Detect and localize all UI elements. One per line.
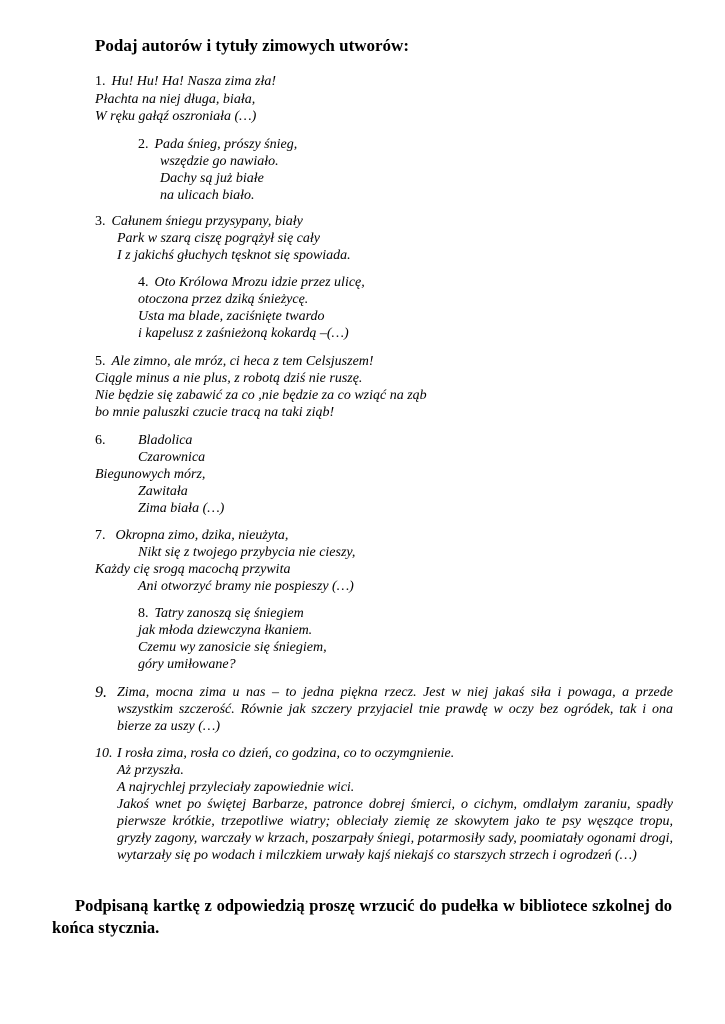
poem-line: Dachy są już białe [160,171,264,186]
poem-line: I z jakichś głuchych tęsknot się spowiada. [117,248,351,263]
poem-line: Nie będzie się zabawić za co ,nie będzie za co wziąć na ząb [95,388,427,403]
poem-number: 10. [95,746,113,761]
poem-line: Park w szarą ciszę pogrążył się cały [117,231,320,246]
poem-line: Aż przyszła. [117,763,184,778]
poem-number: 4. [138,275,149,290]
poem-line: 8. Tatry zanoszą się śniegiem [138,606,304,621]
poem-text: Jakoś wnet po świętej Barbarze, patronce dobrej śmierci, o cichym, omdlałym zaraniu, spadły pierwsze krótkie, trzepotliwe wiatry; obleciały ziemię ze skowytem jako te psy węszące tropu, gryzły zagony, warczały w krzach, poszarpały śniegi, potarmosiły sady, poomiatały ogonami drogi, wytarzały się po wodach i milczkiem urwały kajś niekajś co starszych strzech i ogrodzeń (…) [117,797,673,863]
poem-line: Nikt się z twojego przybycia nie cieszy, [138,545,356,560]
poem-line: bo mnie paluszki czucie tracą na taki ziąb! [95,405,335,420]
poem-line: 2. Pada śnieg, prószy śnieg, [138,137,298,152]
poem-line: Każdy cię srogą macochą przywita [95,562,291,577]
poem-line: 1. Hu! Hu! Ha! Nasza zima zła! [95,74,276,89]
poem-line: na ulicach biało. [160,188,255,203]
poem-number: 1. [95,74,106,89]
poem-line: A najrychlej przyleciały zapowiednie wici. [117,780,355,795]
poem-line: Biegunowych mórz, [95,467,206,482]
poem-line: jak młoda dziewczyna łkaniem. [138,623,313,638]
poem-line: 5. Ale zimno, ale mróz, ci heca z tem Celsjuszem! [95,354,374,369]
poem-line: Płachta na niej długa, biała, [95,92,256,107]
poem-line: Zawitała [138,484,188,499]
poem-line: I rosła zima, rosła co dzień, co godzina, co to oczymgnienie. [117,746,455,761]
poem-line: Czarownica [138,450,206,465]
poem-line: wszędzie go nawiało. [160,154,279,169]
poem-number: 5. [95,354,106,369]
poem-number: 9. [95,684,107,701]
poem-line: Zima biała (…) [138,501,225,516]
poem-line: W ręku gałąź oszroniała (…) [95,109,257,124]
page-title: Podaj autorów i tytuły zimowych utworów: [95,36,409,55]
poem-line: Usta ma blade, zaciśnięte twardo [138,309,325,324]
poem-line: otoczona przez dziką śnieżycę. [138,292,309,307]
poem-line: Czemu wy zanosicie się śniegiem, [138,640,327,655]
poem-line: Ani otworzyć bramy nie pospieszy (…) [138,579,354,594]
poem-number: 7. [95,528,106,543]
poem-line: Bladolica [138,433,193,448]
poem-line: 4. Oto Królowa Mrozu idzie przez ulicę, [138,275,365,290]
poem-line: i kapelusz z zaśnieżoną kokardą –(…) [138,326,349,341]
poem-number: 8. [138,606,149,621]
poem-line: Ciągle minus a nie plus, z robotą dziś nie ruszę. [95,371,363,386]
poem-number: 6. [95,433,106,448]
poem-number: 3. [95,214,106,229]
poem-text: Zima, mocna zima u nas – to jedna piękna rzecz. Jest w niej jakaś siła i powaga, a przede wszystkim szczerość. Równie jak szczery przyjaciel tnie prawdę w oczy bez ogródek, tak i ona bierze za uszy (…) [117,685,673,734]
instructions-footer: Podpisaną kartkę z odpowiedzią proszę wrzucić do pudełka w bibliotece szkolnej do końca stycznia. [52,896,672,937]
poem-line: góry umiłowane? [138,657,236,672]
poem-line: 3. Całunem śniegu przysypany, biały [95,214,303,229]
poem-line: 7. Okropna zimo, dzika, nieużyta, [95,528,289,543]
poem-number: 2. [138,137,149,152]
